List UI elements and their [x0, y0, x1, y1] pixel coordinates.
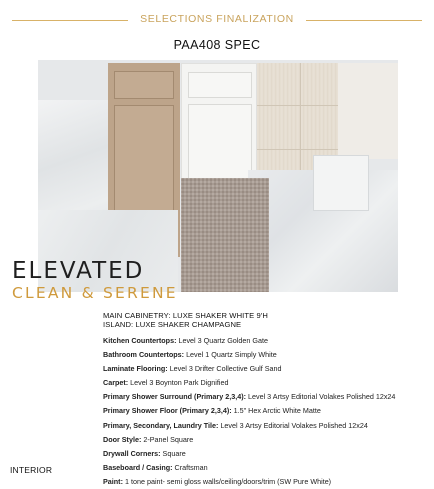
tagline-elevated: ELEVATED — [12, 258, 145, 284]
spec-row: Door Style: 2-Panel Square — [103, 434, 194, 444]
spec-row: Primary Shower Floor (Primary 2,3,4): 1.5" Hex Arctic White Matte — [103, 406, 321, 416]
spec-row: Paint: 1 tone paint- semi gloss walls/ceiling/doors/trim (SW Pure White) — [103, 476, 332, 486]
spec-row: Carpet: Level 3 Boynton Park Dignified — [103, 378, 229, 388]
spec-title: PAA408 SPEC — [173, 38, 261, 52]
header-rule-right — [306, 20, 422, 21]
spec-list — [103, 334, 429, 489]
spec-row: Laminate Flooring: Level 3 Drifter Collective Gulf Sand — [103, 364, 282, 374]
spec-row: Primary, Secondary, Laundry Tile: Level 3 Artsy Editorial Volakes Polished 12x24 — [103, 420, 368, 430]
main-cabinetry: MAIN CABINETRY: LUXE SHAKER WHITE 9'H — [103, 311, 268, 320]
white-tile-swatch — [313, 155, 369, 211]
header-title: SELECTIONS FINALIZATION — [140, 13, 294, 25]
cabinetry-block — [103, 311, 268, 329]
carpet-swatch — [181, 178, 269, 292]
cream-swatch — [338, 63, 398, 159]
spec-row: Bathroom Countertops: Level 1 Quartz Simply White — [103, 350, 277, 360]
spec-row: Primary Shower Surround (Primary 2,3,4): Level 3 Artsy Editorial Volakes Polished 12x24 — [103, 392, 396, 402]
tagline-clean-serene: CLEAN & SERENE — [12, 284, 178, 302]
spec-row: Kitchen Countertops: Level 3 Quartz Golden Gate — [103, 336, 268, 345]
spec-row: Drywall Corners: Square — [103, 448, 186, 458]
island-cabinetry: ISLAND: LUXE SHAKER CHAMPAGNE — [103, 320, 242, 329]
footer-interior-label: INTERIOR — [10, 465, 53, 475]
spec-row: Baseboard / Casing: Craftsman — [103, 462, 208, 472]
